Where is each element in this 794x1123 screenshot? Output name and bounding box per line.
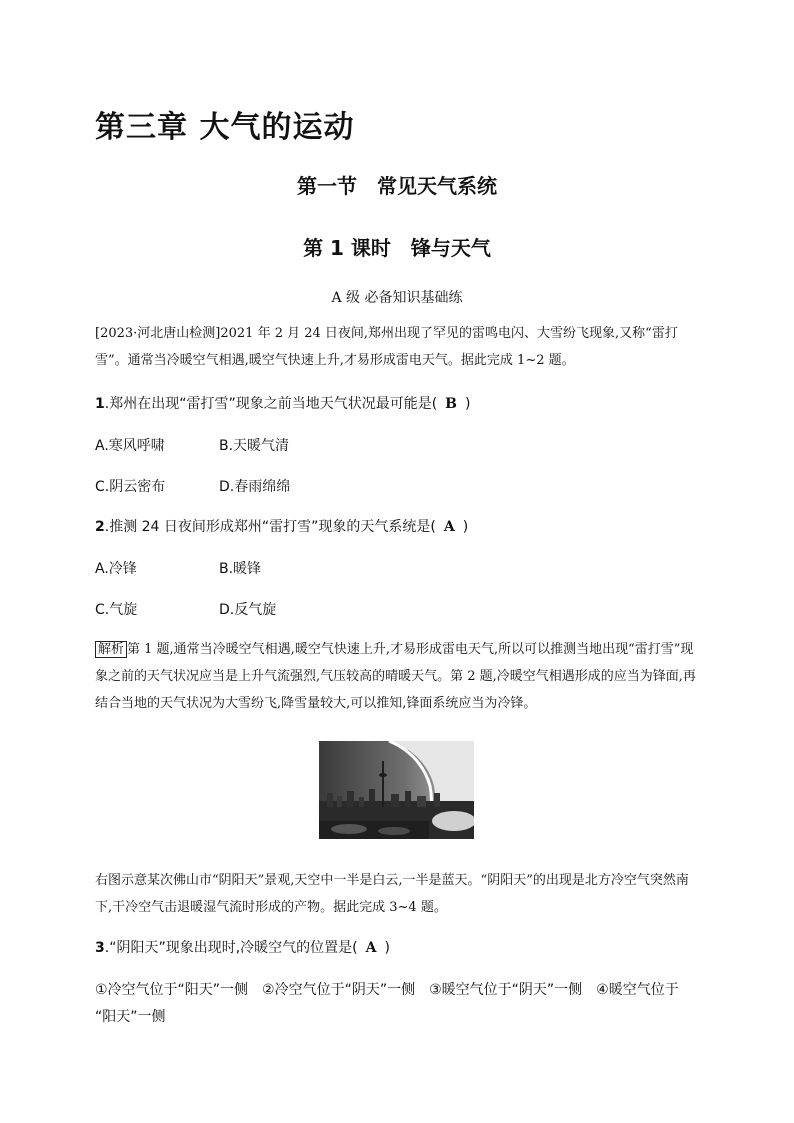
analysis-text: 第 1 题,通常当冷暖空气相遇,暖空气快速上升,才易形成雷电天气,所以可以推测当地出现“雷打雪”现象之前的天气状况应当是上升气流强烈,气压较高的晴暖天气。第 2 题,冷暖空气相遇形成的应当为锋面,再结合当地的天气状况为大雪纷飞,降雪量较大,可以推知,锋面系统应当为冷锋。	[95, 642, 696, 711]
chapter-title: 第三章 大气的运动	[95, 110, 355, 145]
question-close: )	[384, 940, 390, 956]
option-line: ①冷空气位于“阳天”一侧 ②冷空气位于“阴天”一侧 ③暖空气位于“阴天”一侧 ④暖空气位于	[95, 982, 679, 998]
question-number: 2	[95, 519, 105, 535]
option: A.寒风呼啸	[95, 438, 165, 454]
option: C.气旋	[95, 602, 138, 618]
option: B.天暖气清	[219, 438, 290, 454]
analysis-paragraph	[95, 636, 705, 717]
question-number: 1	[95, 396, 105, 412]
question-number: 3	[95, 940, 105, 956]
section-title: 第一节 常见天气系统	[297, 174, 497, 198]
answer: B	[445, 396, 458, 412]
intro-paragraph-1: [2023·河北唐山检测]2021 年 2 月 24 日夜间,郑州出现了罕见的雷鸣电闪、大雪纷飞现象,又称“雷打雪”。通常当冷暖空气相遇,暖空气快速上升,才易形成雷电天气。据此完成 1~2 题。	[95, 326, 678, 368]
answer: A	[443, 519, 455, 535]
option: D.反气旋	[219, 602, 277, 618]
lesson-title: 第 1 课时 锋与天气	[303, 236, 491, 260]
answer: A	[365, 940, 377, 956]
option: C.阴云密布	[95, 479, 166, 495]
level-title: A 级 必备知识基础练	[331, 290, 463, 306]
question-close: )	[465, 396, 471, 412]
question-3	[95, 937, 705, 959]
question-text: .“阴阳天”现象出现时,冷暖空气的位置是(	[104, 940, 358, 956]
analysis-label: 解析	[95, 641, 127, 658]
question-text: .推测 24 日夜间形成郑州“雷打雪”现象的天气系统是(	[104, 519, 436, 535]
question-2	[95, 516, 705, 538]
option-line: “阳天”一侧	[95, 1009, 166, 1025]
option: B.暖锋	[219, 561, 262, 577]
option: A.冷锋	[95, 561, 137, 577]
yinyangtian-photo	[319, 741, 474, 839]
question-1	[95, 393, 705, 415]
intro-paragraph-2: 右图示意某次佛山市“阴阳天”景观,天空中一半是白云,一半是蓝天。“阴阳天”的出现是北方冷空气突然南下,干冷空气击退暖湿气流时形成的产物。据此完成 3~4 题。	[95, 873, 689, 915]
question-close: )	[462, 519, 469, 535]
question-text: .郑州在出现“雷打雪”现象之前当地天气状况最可能是(	[104, 396, 438, 412]
option: D.春雨绵绵	[219, 479, 291, 495]
